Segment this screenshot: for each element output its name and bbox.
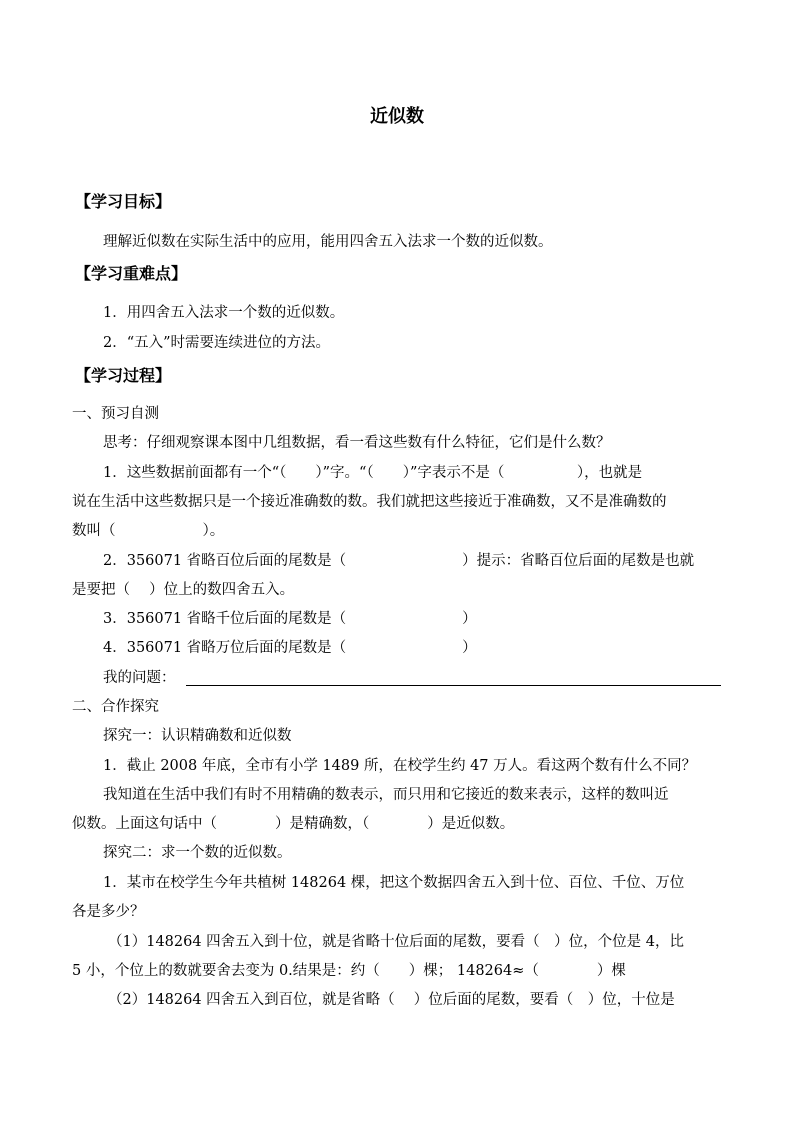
- explore2-line1: 1．某市在校学生今年共植树 148264 棵，把这个数据四舍五入到十位、百位、千位、万位: [103, 875, 685, 891]
- preview-q2-line2: 是要把（ ）位上的数四舍五入。: [72, 582, 295, 598]
- explore2-sub1-line2: 5 小，个位上的数就要舍去变为 0.结果是：约（ ）棵； 148264≈（ ）棵: [72, 963, 626, 979]
- explore1-title: 探究一：认识精确数和近似数: [103, 728, 292, 744]
- explore-heading: 二、合作探究: [72, 699, 159, 715]
- preview-q1-line1: 1．这些数据前面都有一个“（ ）”字。“（ ）”字表示不是（ ），也就是: [103, 465, 643, 481]
- explore1-line2: 我知道在生活中我们有时不用精确的数表示，而只用和它接近的数来表示，这样的数叫近: [103, 787, 669, 803]
- preview-think: 思考：仔细观察课本图中几组数据，看一看这些数有什么特征，它们是什么数？: [103, 435, 611, 451]
- preview-q3: 3．356071 省略千位后面的尾数是（ ）: [103, 611, 477, 627]
- key-points-heading: 【学习重难点】: [75, 264, 188, 283]
- learning-goal-text: 理解近似数在实际生活中的应用，能用四舍五入法求一个数的近似数。: [103, 234, 553, 250]
- key-point-1: 1．用四舍五入法求一个数的近似数。: [103, 305, 345, 321]
- preview-q4: 4．356071 省略万位后面的尾数是（ ）: [103, 640, 477, 656]
- preview-heading: 一、预习自测: [72, 406, 159, 422]
- preview-q1-line3: 数叫（ ）。: [72, 523, 225, 539]
- explore2-sub1-line1: （1）148264 四舍五入到十位，就是省略十位后面的尾数，要看（ ）位，个位是 4，比: [108, 934, 685, 950]
- learning-goal-heading: 【学习目标】: [75, 192, 172, 211]
- key-point-2: 2．“五入”时需要连续进位的方法。: [103, 335, 331, 351]
- explore1-line3: 似数。上面这句话中（ ）是精确数，（ ）是近似数。: [72, 816, 515, 832]
- my-question-answer-line[interactable]: [186, 685, 721, 686]
- page-title: 近似数: [370, 106, 424, 127]
- my-question-label: 我的问题：: [103, 670, 176, 686]
- preview-q1-line2: 说在生活中这些数据只是一个接近准确数的数。我们就把这些接近于准确数，又不是准确数的: [72, 494, 667, 510]
- explore1-line1: 1．截止 2008 年底，全市有小学 1489 所，在校学生约 47 万人。看这两个数有什么不同？: [103, 758, 697, 774]
- preview-q2-line1: 2．356071 省略百位后面的尾数是（ ）提示：省略百位后面的尾数是也就: [103, 553, 695, 569]
- explore2-sub2-line1: （2）148264 四舍五入到百位，就是省略（ ）位后面的尾数，要看（ ）位，十位是: [108, 992, 675, 1008]
- explore2-title: 探究二：求一个数的近似数。: [103, 845, 292, 861]
- explore2-line2: 各是多少？: [72, 904, 145, 920]
- learning-process-heading: 【学习过程】: [75, 366, 172, 385]
